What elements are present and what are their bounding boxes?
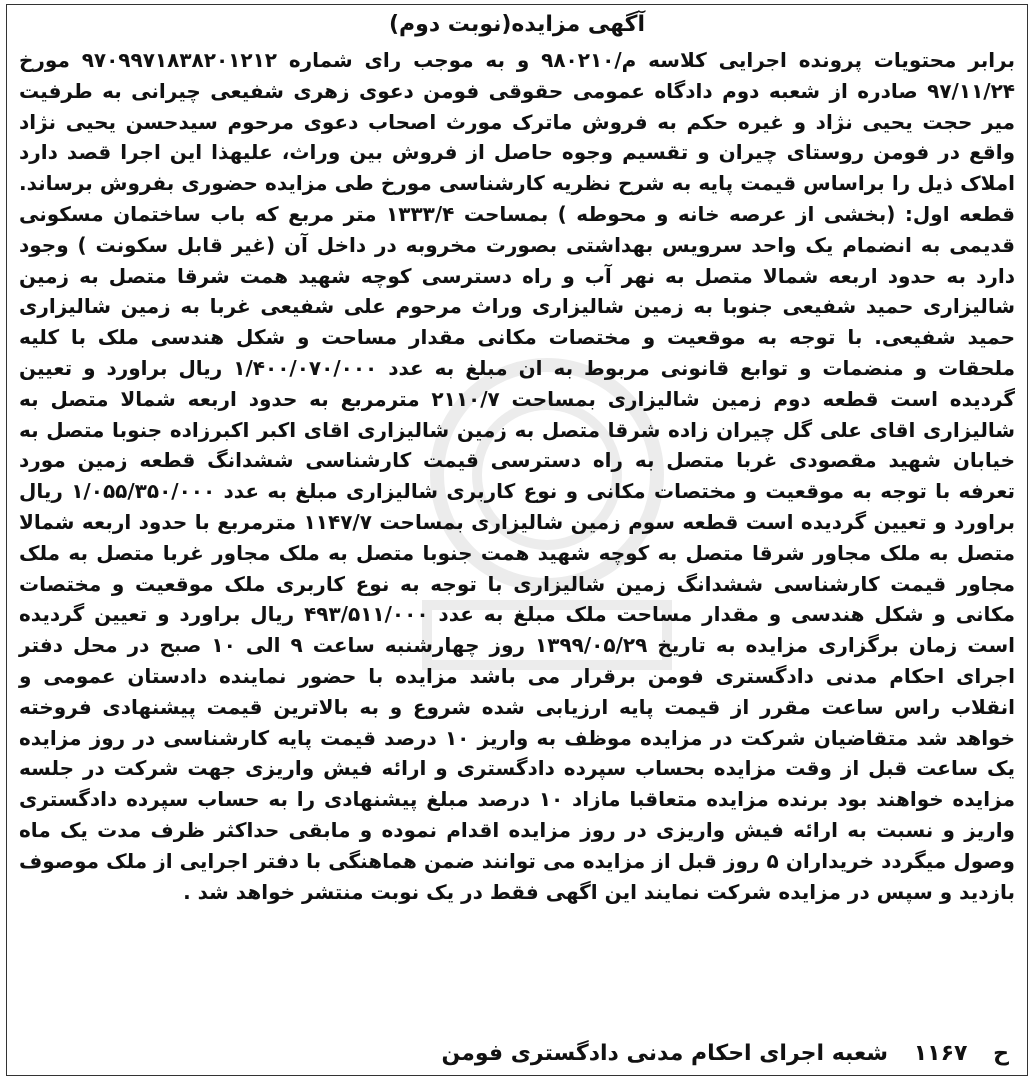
notice-footer (25, 1039, 1009, 1069)
notice-body: برابر محتویات پرونده اجرایی کلاسه م/۹۸۰۲۱۰ و به موجب رای شماره ۹۷۰۹۹۷۱۸۳۸۲۰۱۲۱۲ مورخ ۹۷/۱۱/۲۴ صادره از شعبه دوم دادگاه عمومی حقوقی فومن دعوی زهری شفیعی چیرانی به طرفیت میر حجت یحیی نژاد و غیره حکم به فروش ماترک مورث اصحاب دعوی مرحوم سیدحسن یحیی نژاد واقع در فومن روستای چیران و تقسیم وجوه حاصل از فروش بین وراث، علیهذا این اجرا قصد دارد املاک ذیل را براساس قیمت پایه به شرح نظریه کارشناسی مورخ طی مزایده حضوری بفروش برساند. قطعه اول: (بخشی از عرصه خانه و محوطه ) بمساحت ۱۳۳۳/۴ متر مربع که باب ساختمان مسکونی قدیمی به انضمام یک واحد سرویس بهداشتی بصورت مخروبه در داخل آن (غیر قابل سکونت ) وجود دارد به حدود اربعه شمالا متصل به نهر آب و راه دسترسی کوچه شهید همت شرقا متصل به زمین شالیزاری حمید شفیعی جنوبا به زمین شالیزاری وراث مرحوم علی شفیعی غربا به زمین شالیزاری حمید شفیعی. با توجه به موقعیت و مختصات مکانی مقدار مساحت و شکل هندسی ملک با کلیه ملحقات و منضمات و توابع قانونی مربوط به ان مبلغ به عدد ۱/۴۰۰/۰۷۰/۰۰۰ ریال براورد و تعیین گردیده است قطعه دوم زمین شالیزاری بمساحت ۲۱۱۰/۷ مترمربع به حدود اربعه شمالا متصل به شالیزاری اقای علی گل چیران زاده شرقا متصل به زمین شالیزاری اقای اکبر اکبرزاده جنوبا متصل به خیابان شهید مقصودی غربا متصل به راه دسترسی قیمت کارشناسی ششدانگ قطعه زمین مورد تعرفه با توجه به موقعیت و مختصات مکانی و نوع کاربری شالیزاری مبلغ به عدد ۱/۰۵۵/۳۵۰/۰۰۰ ریال براورد و تعیین گردیده است قطعه سوم زمین شالیزاری بمساحت ۱۱۴۷/۷ مترمربع با حدود اربعه شمالا متصل به ملک مجاور شرقا متصل به کوچه شهید همت جنوبا متصل به ملک مجاور غربا متصل به ملک مجاور قیمت کارشناسی ششدانگ زمین شالیزاری با توجه به نوع کاربری ملک موقعیت و مختصات مکانی و شکل هندسی و مقدار مساحت ملک مبلغ به عدد ۴۹۳/۵۱۱/۰۰۰ ریال براورد و تعیین گردیده است زمان برگزاری مزایده به تاریخ ۱۳۹۹/۰۵/۲۹ روز چهارشنبه ساعت ۹ الی ۱۰ صبح در محل دفتر اجرای احکام مدنی دادگستری فومن برقرار می باشد مزایده با حضور نماینده دادستان عمومی و انقلاب راس ساعت مقرر از قیمت پایه ارزیابی شده شروع و به بالاترین قیمت پیشنهادی فروخته خواهد شد متقاضیان شرکت در مزایده موظف به واریز ۱۰ درصد قیمت پایه کارشناسی در روز مزایده یک ساعت قبل از وقت مزایده بحساب سپرده دادگستری و ارائه فیش واریزی جهت شرکت در جلسه مزایده خواهند بود برنده مزایده متعاقبا مازاد ۱۰ درصد مبلغ پیشنهادی را به حساب سپرده دادگستری واریز و نسبت به ارائه فیش واریزی در روز مزایده اقدام نموده و مابقی حداکثر ظرف مدت یک ماه وصول میگردد خریداران ۵ روز قبل از مزایده می توانند ضمن هماهنگی با دفتر اجرایی از ملک موصوف بازدید و سپس در مزایده شرکت نمایند این اگهی فقط در یک نوبت منتشر خواهد شد . (19, 48, 1016, 904)
footer-signature: شعبه اجرای احکام مدنی دادگستری فومن (441, 1041, 889, 1066)
notice-title: آگهی مزایده(نوبت دوم) (388, 12, 646, 37)
footer-number: ۱۱۶۷ (913, 1041, 968, 1066)
notice-frame (6, 4, 1028, 1076)
footer-prefix: ح (993, 1041, 1009, 1066)
